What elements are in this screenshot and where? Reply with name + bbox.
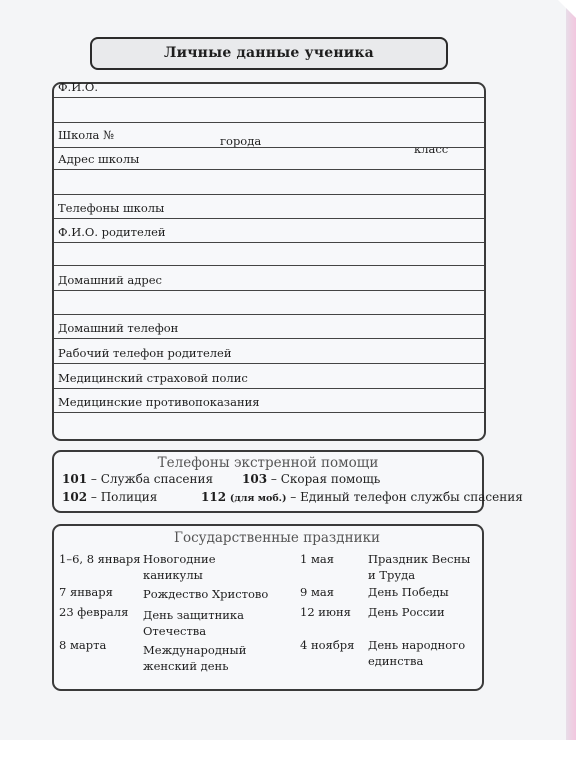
school-address-label: Адрес школы — [58, 152, 140, 166]
parents-fio-line-1[interactable] — [54, 242, 484, 243]
parents-work-phone-label: Рабочий телефон родителей — [58, 346, 232, 360]
class-label: класс — [414, 142, 449, 156]
insurance-line[interactable] — [54, 388, 484, 389]
emergency-number: 112 — [201, 490, 227, 504]
holiday-name: Международный женский день — [143, 643, 247, 673]
parents-fio-line-2[interactable] — [54, 265, 484, 266]
contraindications-line[interactable] — [54, 412, 484, 413]
background — [0, 740, 576, 768]
holiday-name: День Победы — [368, 585, 449, 599]
school-label: Школа № — [58, 128, 114, 142]
holiday-name: День народного единства — [368, 638, 466, 668]
holiday-name: Новогодние каникулы — [143, 552, 216, 582]
home-address-line-1[interactable] — [54, 290, 484, 291]
school-address-line-2[interactable] — [54, 194, 484, 195]
emergency-item — [201, 490, 523, 504]
holiday-date: 23 февраля — [59, 605, 129, 619]
emergency-number: 103 — [242, 472, 268, 486]
holiday-name: Рождество Христово — [143, 587, 269, 601]
holidays-title: Государственные праздники — [174, 530, 381, 546]
holiday-date: 7 января — [59, 585, 113, 599]
emergency-number: 102 — [62, 490, 88, 504]
holiday-name: Праздник Весны и Труда — [368, 552, 471, 582]
fio-label: Ф.И.О. — [58, 80, 98, 94]
emergency-item — [62, 490, 157, 504]
emergency-text: – Скорая помощь — [270, 472, 381, 486]
fio-line-1[interactable] — [54, 97, 484, 98]
contraindications-label: Медицинские противопоказания — [58, 395, 260, 409]
page-title: Личные данные ученика — [164, 45, 374, 61]
notebook-cover-edge — [566, 0, 576, 740]
school-address-line-1[interactable] — [54, 169, 484, 170]
personal-data-form — [52, 82, 486, 441]
home-phone-line[interactable] — [54, 338, 484, 339]
home-address-line-2[interactable] — [54, 314, 484, 315]
fio-line-2[interactable] — [54, 122, 484, 123]
emergency-note: (для моб.) — [229, 493, 287, 504]
emergency-phones-box — [52, 450, 523, 513]
holiday-date: 9 мая — [300, 585, 335, 599]
holiday-date: 1 мая — [300, 552, 335, 566]
city-label: города — [220, 134, 262, 148]
holiday-name: День защитника Отечества — [143, 608, 244, 638]
insurance-label: Медицинский страховой полис — [58, 371, 248, 385]
parents-fio-label: Ф.И.О. родителей — [58, 225, 166, 239]
holiday-name: День России — [368, 605, 445, 619]
emergency-text: – Единый телефон службы спасения — [290, 490, 523, 504]
emergency-title: Телефоны экстренной помощи — [157, 455, 379, 471]
home-address-label: Домашний адрес — [58, 273, 162, 287]
school-phones-line[interactable] — [54, 218, 484, 219]
school-line[interactable] — [54, 147, 484, 148]
holiday-date: 1–6, 8 января — [59, 552, 141, 566]
page-corner — [558, 0, 576, 18]
holiday-date: 4 ноября — [300, 638, 355, 652]
emergency-item — [62, 472, 213, 486]
holiday-date: 12 июня — [300, 605, 351, 619]
holidays-box — [52, 524, 484, 691]
holiday-date: 8 марта — [59, 638, 107, 652]
emergency-text: – Полиция — [90, 490, 158, 504]
emergency-text: – Служба спасения — [90, 472, 214, 486]
emergency-item — [242, 472, 380, 486]
home-phone-label: Домашний телефон — [58, 321, 179, 335]
parents-work-phone-line[interactable] — [54, 363, 484, 364]
page-title-tab — [90, 37, 448, 70]
school-phones-label: Телефоны школы — [58, 201, 165, 215]
emergency-number: 101 — [62, 472, 88, 486]
